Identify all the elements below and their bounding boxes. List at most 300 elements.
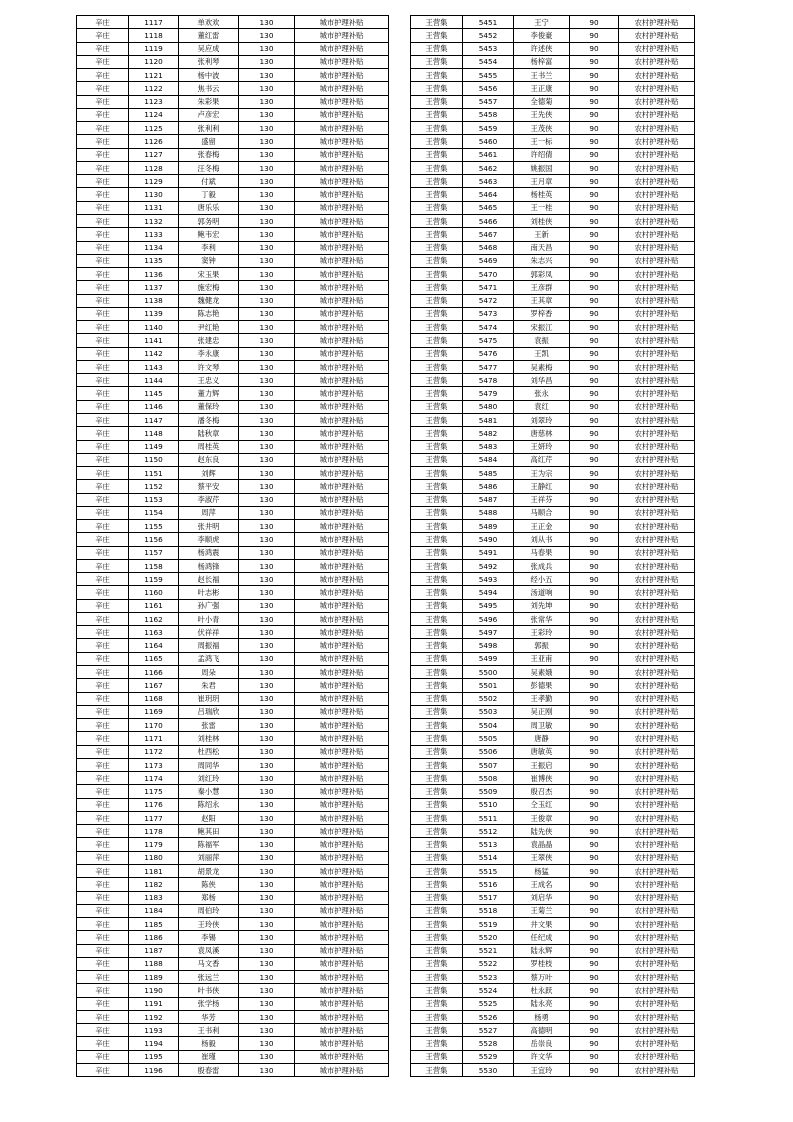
cell-name: 袁凤溪 <box>179 944 239 957</box>
cell-village: 辛庄 <box>77 918 129 931</box>
table-row <box>77 692 389 705</box>
cell-name: 郭务明 <box>179 214 239 227</box>
cell-village: 王营集 <box>411 811 463 824</box>
cell-amount: 90 <box>570 957 619 970</box>
table-row <box>411 506 695 519</box>
table-row <box>77 865 389 878</box>
cell-village: 辛庄 <box>77 520 129 533</box>
cell-type: 农村护理补贴 <box>619 772 695 785</box>
cell-village: 辛庄 <box>77 69 129 82</box>
cell-id: 5494 <box>463 586 514 599</box>
cell-village: 辛庄 <box>77 453 129 466</box>
cell-type: 农村护理补贴 <box>619 294 695 307</box>
cell-id: 5480 <box>463 400 514 413</box>
cell-amount: 90 <box>570 214 619 227</box>
cell-amount: 90 <box>570 825 619 838</box>
cell-village: 王营集 <box>411 254 463 267</box>
cell-name: 马顺合 <box>514 506 570 519</box>
cell-name: 许述侠 <box>514 42 570 55</box>
table-row <box>411 732 695 745</box>
cell-type: 城市护理补贴 <box>295 254 389 267</box>
table-row <box>77 533 389 546</box>
table-row <box>411 480 695 493</box>
cell-type: 农村护理补贴 <box>619 559 695 572</box>
table-row <box>411 785 695 798</box>
cell-name: 吴正刚 <box>514 705 570 718</box>
cell-type: 城市护理补贴 <box>295 108 389 121</box>
cell-village: 辛庄 <box>77 997 129 1010</box>
table-row <box>77 520 389 533</box>
cell-name: 殷召杰 <box>514 785 570 798</box>
cell-amount: 130 <box>239 533 295 546</box>
table-row <box>77 878 389 891</box>
table-row <box>77 400 389 413</box>
cell-village: 辛庄 <box>77 719 129 732</box>
table-row <box>77 453 389 466</box>
cell-name: 岳崇良 <box>514 1037 570 1050</box>
cell-type: 农村护理补贴 <box>619 533 695 546</box>
cell-name: 叶书侠 <box>179 984 239 997</box>
cell-village: 辛庄 <box>77 1050 129 1063</box>
cell-id: 5496 <box>463 612 514 625</box>
table-row <box>411 851 695 864</box>
cell-type: 农村护理补贴 <box>619 214 695 227</box>
cell-amount: 130 <box>239 493 295 506</box>
cell-name: 南天昌 <box>514 241 570 254</box>
cell-id: 1146 <box>129 400 179 413</box>
cell-amount: 90 <box>570 546 619 559</box>
cell-id: 1119 <box>129 42 179 55</box>
cell-village: 辛庄 <box>77 427 129 440</box>
cell-id: 1131 <box>129 201 179 214</box>
cell-id: 1181 <box>129 865 179 878</box>
cell-type: 农村护理补贴 <box>619 16 695 29</box>
table-row <box>411 347 695 360</box>
cell-village: 辛庄 <box>77 506 129 519</box>
cell-type: 城市护理补贴 <box>295 891 389 904</box>
cell-amount: 90 <box>570 1050 619 1063</box>
cell-type: 农村护理补贴 <box>619 201 695 214</box>
cell-id: 5500 <box>463 666 514 679</box>
cell-name: 吴素梅 <box>514 360 570 373</box>
cell-amount: 90 <box>570 984 619 997</box>
cell-amount: 130 <box>239 95 295 108</box>
cell-type: 农村护理补贴 <box>619 281 695 294</box>
cell-amount: 130 <box>239 599 295 612</box>
cell-village: 辛庄 <box>77 971 129 984</box>
cell-village: 王营集 <box>411 772 463 785</box>
cell-id: 5473 <box>463 307 514 320</box>
cell-id: 1193 <box>129 1024 179 1037</box>
cell-type: 城市护理补贴 <box>295 453 389 466</box>
cell-name: 袁红 <box>514 400 570 413</box>
cell-id: 5453 <box>463 42 514 55</box>
cell-amount: 130 <box>239 506 295 519</box>
cell-village: 辛庄 <box>77 957 129 970</box>
cell-id: 1126 <box>129 135 179 148</box>
cell-amount: 90 <box>570 188 619 201</box>
cell-type: 农村护理补贴 <box>619 931 695 944</box>
cell-amount: 90 <box>570 241 619 254</box>
cell-village: 王营集 <box>411 175 463 188</box>
table-row <box>411 188 695 201</box>
cell-village: 辛庄 <box>77 400 129 413</box>
cell-type: 城市护理补贴 <box>295 772 389 785</box>
cell-type: 城市护理补贴 <box>295 679 389 692</box>
cell-id: 5524 <box>463 984 514 997</box>
cell-name: 张远兰 <box>179 971 239 984</box>
cell-id: 5516 <box>463 878 514 891</box>
cell-village: 辛庄 <box>77 931 129 944</box>
cell-type: 城市护理补贴 <box>295 586 389 599</box>
cell-amount: 90 <box>570 294 619 307</box>
left-table-body <box>77 16 389 1077</box>
table-row <box>77 427 389 440</box>
cell-village: 辛庄 <box>77 82 129 95</box>
table-row <box>77 122 389 135</box>
cell-type: 城市护理补贴 <box>295 732 389 745</box>
cell-amount: 130 <box>239 971 295 984</box>
cell-id: 1196 <box>129 1063 179 1076</box>
cell-id: 1170 <box>129 719 179 732</box>
cell-amount: 90 <box>570 851 619 864</box>
cell-type: 城市护理补贴 <box>295 825 389 838</box>
cell-amount: 130 <box>239 440 295 453</box>
cell-id: 5528 <box>463 1037 514 1050</box>
cell-type: 农村护理补贴 <box>619 307 695 320</box>
cell-name: 周桂英 <box>179 440 239 453</box>
cell-village: 王营集 <box>411 573 463 586</box>
cell-type: 农村护理补贴 <box>619 745 695 758</box>
cell-name: 朱君 <box>179 679 239 692</box>
cell-amount: 90 <box>570 55 619 68</box>
cell-amount: 130 <box>239 188 295 201</box>
cell-name: 王宜玲 <box>514 1063 570 1076</box>
cell-type: 城市护理补贴 <box>295 745 389 758</box>
cell-name: 杜西松 <box>179 745 239 758</box>
cell-village: 辛庄 <box>77 772 129 785</box>
cell-name: 胡景龙 <box>179 865 239 878</box>
table-row <box>77 374 389 387</box>
cell-name: 李永康 <box>179 347 239 360</box>
cell-type: 农村护理补贴 <box>619 95 695 108</box>
cell-village: 辛庄 <box>77 467 129 480</box>
cell-id: 5467 <box>463 228 514 241</box>
cell-id: 5493 <box>463 573 514 586</box>
table-row <box>411 29 695 42</box>
cell-id: 5526 <box>463 1010 514 1023</box>
cell-id: 1123 <box>129 95 179 108</box>
cell-village: 王营集 <box>411 69 463 82</box>
cell-id: 1158 <box>129 559 179 572</box>
table-row <box>411 679 695 692</box>
cell-name: 王彩玲 <box>514 626 570 639</box>
cell-village: 辛庄 <box>77 294 129 307</box>
table-row <box>411 387 695 400</box>
table-row <box>77 1063 389 1076</box>
cell-id: 5452 <box>463 29 514 42</box>
cell-name: 蔡万叶 <box>514 971 570 984</box>
cell-id: 1192 <box>129 1010 179 1023</box>
cell-village: 王营集 <box>411 1050 463 1063</box>
cell-type: 城市护理补贴 <box>295 811 389 824</box>
cell-amount: 90 <box>570 480 619 493</box>
cell-village: 辛庄 <box>77 321 129 334</box>
cell-name: 王成名 <box>514 878 570 891</box>
table-row <box>77 586 389 599</box>
cell-amount: 90 <box>570 347 619 360</box>
table-row <box>411 811 695 824</box>
cell-name: 魏健龙 <box>179 294 239 307</box>
cell-id: 5522 <box>463 957 514 970</box>
cell-id: 1167 <box>129 679 179 692</box>
table-row <box>411 1037 695 1050</box>
table-row <box>411 268 695 281</box>
cell-id: 5468 <box>463 241 514 254</box>
cell-id: 1179 <box>129 838 179 851</box>
cell-id: 1120 <box>129 55 179 68</box>
table-row <box>411 639 695 652</box>
cell-type: 城市护理补贴 <box>295 440 389 453</box>
cell-village: 王营集 <box>411 294 463 307</box>
cell-amount: 90 <box>570 891 619 904</box>
cell-amount: 90 <box>570 122 619 135</box>
cell-id: 1184 <box>129 904 179 917</box>
cell-id: 5513 <box>463 838 514 851</box>
cell-id: 1174 <box>129 772 179 785</box>
cell-village: 王营集 <box>411 29 463 42</box>
cell-type: 城市护理补贴 <box>295 612 389 625</box>
cell-village: 王营集 <box>411 480 463 493</box>
cell-amount: 90 <box>570 652 619 665</box>
cell-id: 1161 <box>129 599 179 612</box>
cell-village: 王营集 <box>411 427 463 440</box>
cell-village: 辛庄 <box>77 201 129 214</box>
cell-type: 农村护理补贴 <box>619 811 695 824</box>
cell-amount: 130 <box>239 294 295 307</box>
cell-id: 1132 <box>129 214 179 227</box>
cell-type: 农村护理补贴 <box>619 652 695 665</box>
cell-id: 1138 <box>129 294 179 307</box>
cell-id: 1151 <box>129 467 179 480</box>
cell-name: 王彦群 <box>514 281 570 294</box>
cell-id: 5529 <box>463 1050 514 1063</box>
cell-id: 1175 <box>129 785 179 798</box>
cell-id: 5517 <box>463 891 514 904</box>
cell-village: 辛庄 <box>77 679 129 692</box>
cell-name: 蔡平安 <box>179 480 239 493</box>
table-row <box>411 573 695 586</box>
cell-id: 5474 <box>463 321 514 334</box>
cell-amount: 130 <box>239 1024 295 1037</box>
table-row <box>411 1050 695 1063</box>
table-row <box>77 626 389 639</box>
cell-id: 5492 <box>463 559 514 572</box>
cell-village: 王营集 <box>411 493 463 506</box>
cell-amount: 90 <box>570 586 619 599</box>
cell-amount: 130 <box>239 1010 295 1023</box>
cell-name: 周振福 <box>179 639 239 652</box>
cell-name: 崔博侠 <box>514 772 570 785</box>
cell-name: 杨勇 <box>514 1010 570 1023</box>
cell-amount: 90 <box>570 201 619 214</box>
cell-village: 辛庄 <box>77 55 129 68</box>
cell-amount: 130 <box>239 785 295 798</box>
cell-name: 董红雷 <box>179 29 239 42</box>
cell-village: 辛庄 <box>77 546 129 559</box>
cell-type: 农村护理补贴 <box>619 997 695 1010</box>
cell-type: 农村护理补贴 <box>619 254 695 267</box>
cell-village: 辛庄 <box>77 347 129 360</box>
table-row <box>411 745 695 758</box>
cell-id: 5451 <box>463 16 514 29</box>
cell-amount: 130 <box>239 201 295 214</box>
cell-village: 王营集 <box>411 758 463 771</box>
cell-id: 1135 <box>129 254 179 267</box>
cell-type: 城市护理补贴 <box>295 82 389 95</box>
cell-name: 陈侠 <box>179 878 239 891</box>
cell-village: 王营集 <box>411 865 463 878</box>
cell-amount: 90 <box>570 719 619 732</box>
cell-village: 辛庄 <box>77 732 129 745</box>
cell-amount: 130 <box>239 944 295 957</box>
cell-name: 马春果 <box>514 546 570 559</box>
cell-village: 辛庄 <box>77 586 129 599</box>
cell-id: 1137 <box>129 281 179 294</box>
cell-amount: 90 <box>570 692 619 705</box>
cell-village: 王营集 <box>411 1037 463 1050</box>
cell-name: 仝玉红 <box>514 798 570 811</box>
cell-village: 王营集 <box>411 851 463 864</box>
cell-amount: 130 <box>239 865 295 878</box>
cell-name: 吴素娥 <box>514 666 570 679</box>
cell-id: 1142 <box>129 347 179 360</box>
cell-amount: 90 <box>570 732 619 745</box>
cell-id: 1128 <box>129 161 179 174</box>
cell-village: 王营集 <box>411 732 463 745</box>
cell-name: 张学杨 <box>179 997 239 1010</box>
cell-id: 1139 <box>129 307 179 320</box>
cell-name: 吕瑞欣 <box>179 705 239 718</box>
cell-amount: 90 <box>570 427 619 440</box>
cell-name: 袁振 <box>514 334 570 347</box>
cell-name: 王茂侠 <box>514 122 570 135</box>
cell-village: 王营集 <box>411 374 463 387</box>
cell-village: 王营集 <box>411 440 463 453</box>
cell-amount: 130 <box>239 69 295 82</box>
cell-village: 辛庄 <box>77 29 129 42</box>
table-row <box>411 69 695 82</box>
cell-type: 城市护理补贴 <box>295 69 389 82</box>
cell-village: 辛庄 <box>77 984 129 997</box>
cell-name: 罗梓香 <box>514 307 570 320</box>
cell-type: 农村护理补贴 <box>619 321 695 334</box>
cell-name: 王凯 <box>514 347 570 360</box>
table-row <box>77 281 389 294</box>
cell-type: 农村护理补贴 <box>619 228 695 241</box>
table-row <box>411 294 695 307</box>
table-row <box>411 42 695 55</box>
cell-name: 王菊兰 <box>514 904 570 917</box>
cell-village: 辛庄 <box>77 108 129 121</box>
table-row <box>77 228 389 241</box>
table-row <box>411 997 695 1010</box>
cell-village: 辛庄 <box>77 785 129 798</box>
cell-type: 城市护理补贴 <box>295 1037 389 1050</box>
cell-village: 辛庄 <box>77 374 129 387</box>
cell-id: 1134 <box>129 241 179 254</box>
table-row <box>77 360 389 373</box>
cell-type: 城市护理补贴 <box>295 785 389 798</box>
cell-amount: 90 <box>570 161 619 174</box>
table-row <box>411 334 695 347</box>
cell-village: 辛庄 <box>77 148 129 161</box>
cell-id: 5471 <box>463 281 514 294</box>
table-row <box>411 241 695 254</box>
cell-type: 城市护理补贴 <box>295 29 389 42</box>
table-row <box>77 719 389 732</box>
cell-type: 城市护理补贴 <box>295 201 389 214</box>
cell-type: 农村护理补贴 <box>619 480 695 493</box>
cell-type: 农村护理补贴 <box>619 971 695 984</box>
cell-village: 辛庄 <box>77 865 129 878</box>
cell-amount: 130 <box>239 679 295 692</box>
cell-type: 城市护理补贴 <box>295 626 389 639</box>
cell-id: 5525 <box>463 997 514 1010</box>
cell-type: 农村护理补贴 <box>619 400 695 413</box>
cell-id: 1171 <box>129 732 179 745</box>
cell-amount: 130 <box>239 82 295 95</box>
cell-type: 城市护理补贴 <box>295 241 389 254</box>
cell-type: 农村护理补贴 <box>619 1050 695 1063</box>
cell-id: 1122 <box>129 82 179 95</box>
cell-village: 辛庄 <box>77 413 129 426</box>
table-row <box>77 413 389 426</box>
cell-amount: 90 <box>570 1024 619 1037</box>
cell-village: 王营集 <box>411 453 463 466</box>
table-row <box>77 148 389 161</box>
cell-type: 农村护理补贴 <box>619 82 695 95</box>
cell-amount: 90 <box>570 931 619 944</box>
cell-type: 城市护理补贴 <box>295 851 389 864</box>
cell-id: 1155 <box>129 520 179 533</box>
cell-id: 5510 <box>463 798 514 811</box>
cell-name: 杨猛 <box>514 865 570 878</box>
table-row <box>411 904 695 917</box>
cell-type: 城市护理补贴 <box>295 520 389 533</box>
table-row <box>77 387 389 400</box>
cell-village: 辛庄 <box>77 440 129 453</box>
cell-id: 1149 <box>129 440 179 453</box>
table-row <box>77 506 389 519</box>
cell-name: 赵阳 <box>179 811 239 824</box>
cell-name: 马文香 <box>179 957 239 970</box>
cell-type: 农村护理补贴 <box>619 453 695 466</box>
cell-type: 农村护理补贴 <box>619 732 695 745</box>
cell-type: 城市护理补贴 <box>295 546 389 559</box>
cell-name: 王妍玲 <box>514 440 570 453</box>
cell-type: 城市护理补贴 <box>295 865 389 878</box>
table-row <box>77 16 389 29</box>
table-row <box>411 427 695 440</box>
cell-type: 农村护理补贴 <box>619 413 695 426</box>
cell-type: 农村护理补贴 <box>619 175 695 188</box>
cell-village: 王营集 <box>411 984 463 997</box>
cell-id: 1157 <box>129 546 179 559</box>
cell-id: 1118 <box>129 29 179 42</box>
cell-name: 宋玉果 <box>179 268 239 281</box>
cell-village: 王营集 <box>411 997 463 1010</box>
